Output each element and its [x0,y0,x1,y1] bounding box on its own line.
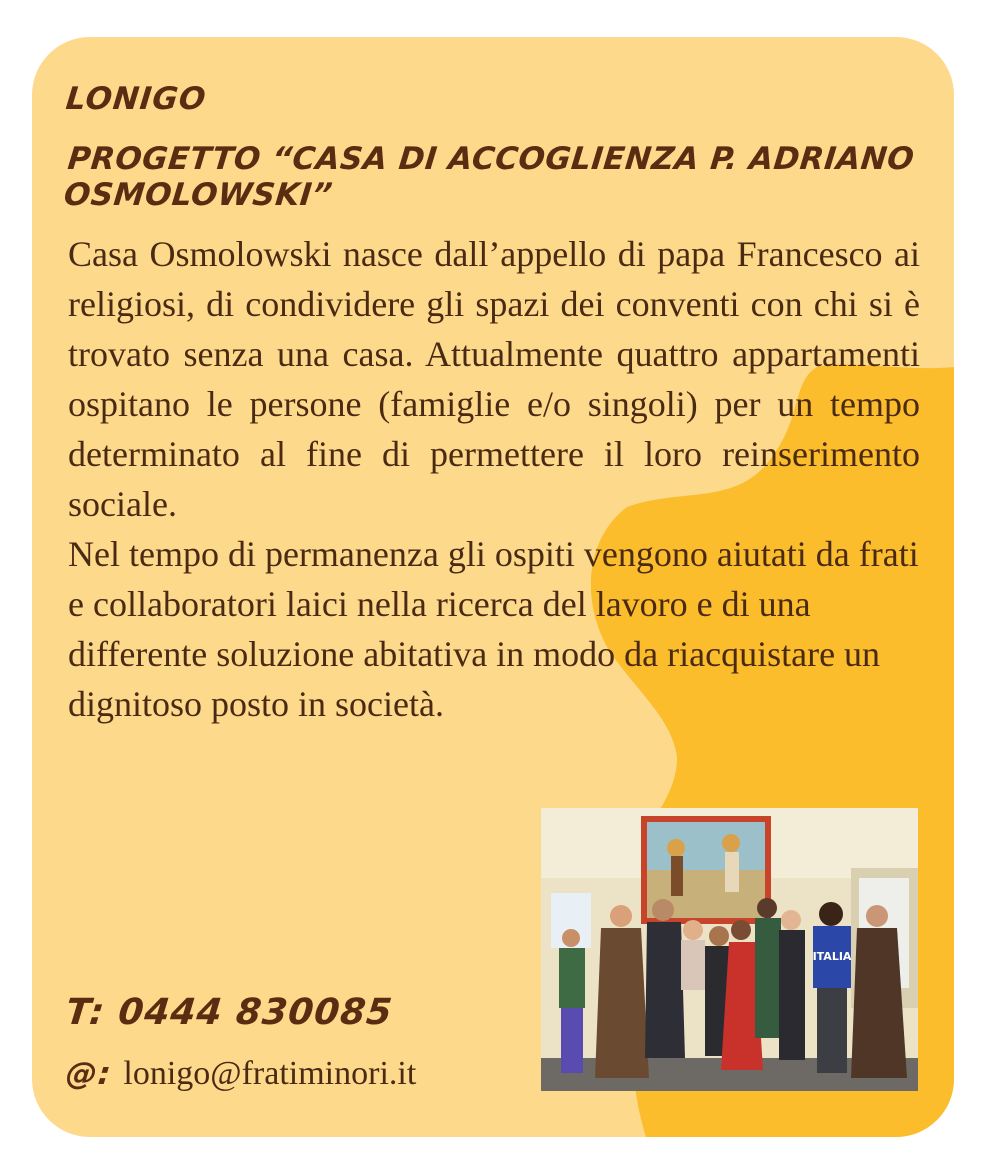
email-link[interactable]: lonigo@fratiminori.it [123,1055,417,1092]
phone-number: T: 0444 830085 [63,992,395,1033]
info-card [32,37,954,1137]
description-paragraph-1: Casa Osmolowski nasce dall’appello di papa Francesco ai religiosi, di condividere gli spazi dei conventi con chi si è trovato senza una casa. Attualmente quattro appartamenti ospitano le persone (famiglie e/o singoli) per un tempo determinato al fine di permettere il loro reinserimento sociale. [68,234,920,524]
group-photo [541,808,918,1091]
project-title: PROGETTO “CASA DI ACCOGLIENZA P. ADRIANO OSMOLOWSKI” [62,141,917,213]
location-title: LONIGO [64,81,209,117]
email-row [66,1055,416,1093]
at-icon: @: [64,1056,114,1092]
description [68,229,920,729]
description-paragraph-2: Nel tempo di permanenza gli ospiti vengono aiutati da frati e collaboratori laici nella ricerca del lavoro e di una differente soluzione abitativa in modo da riacquistare un dignitoso posto in società. [68,534,919,724]
shirt-text: ITALIA [812,950,852,963]
